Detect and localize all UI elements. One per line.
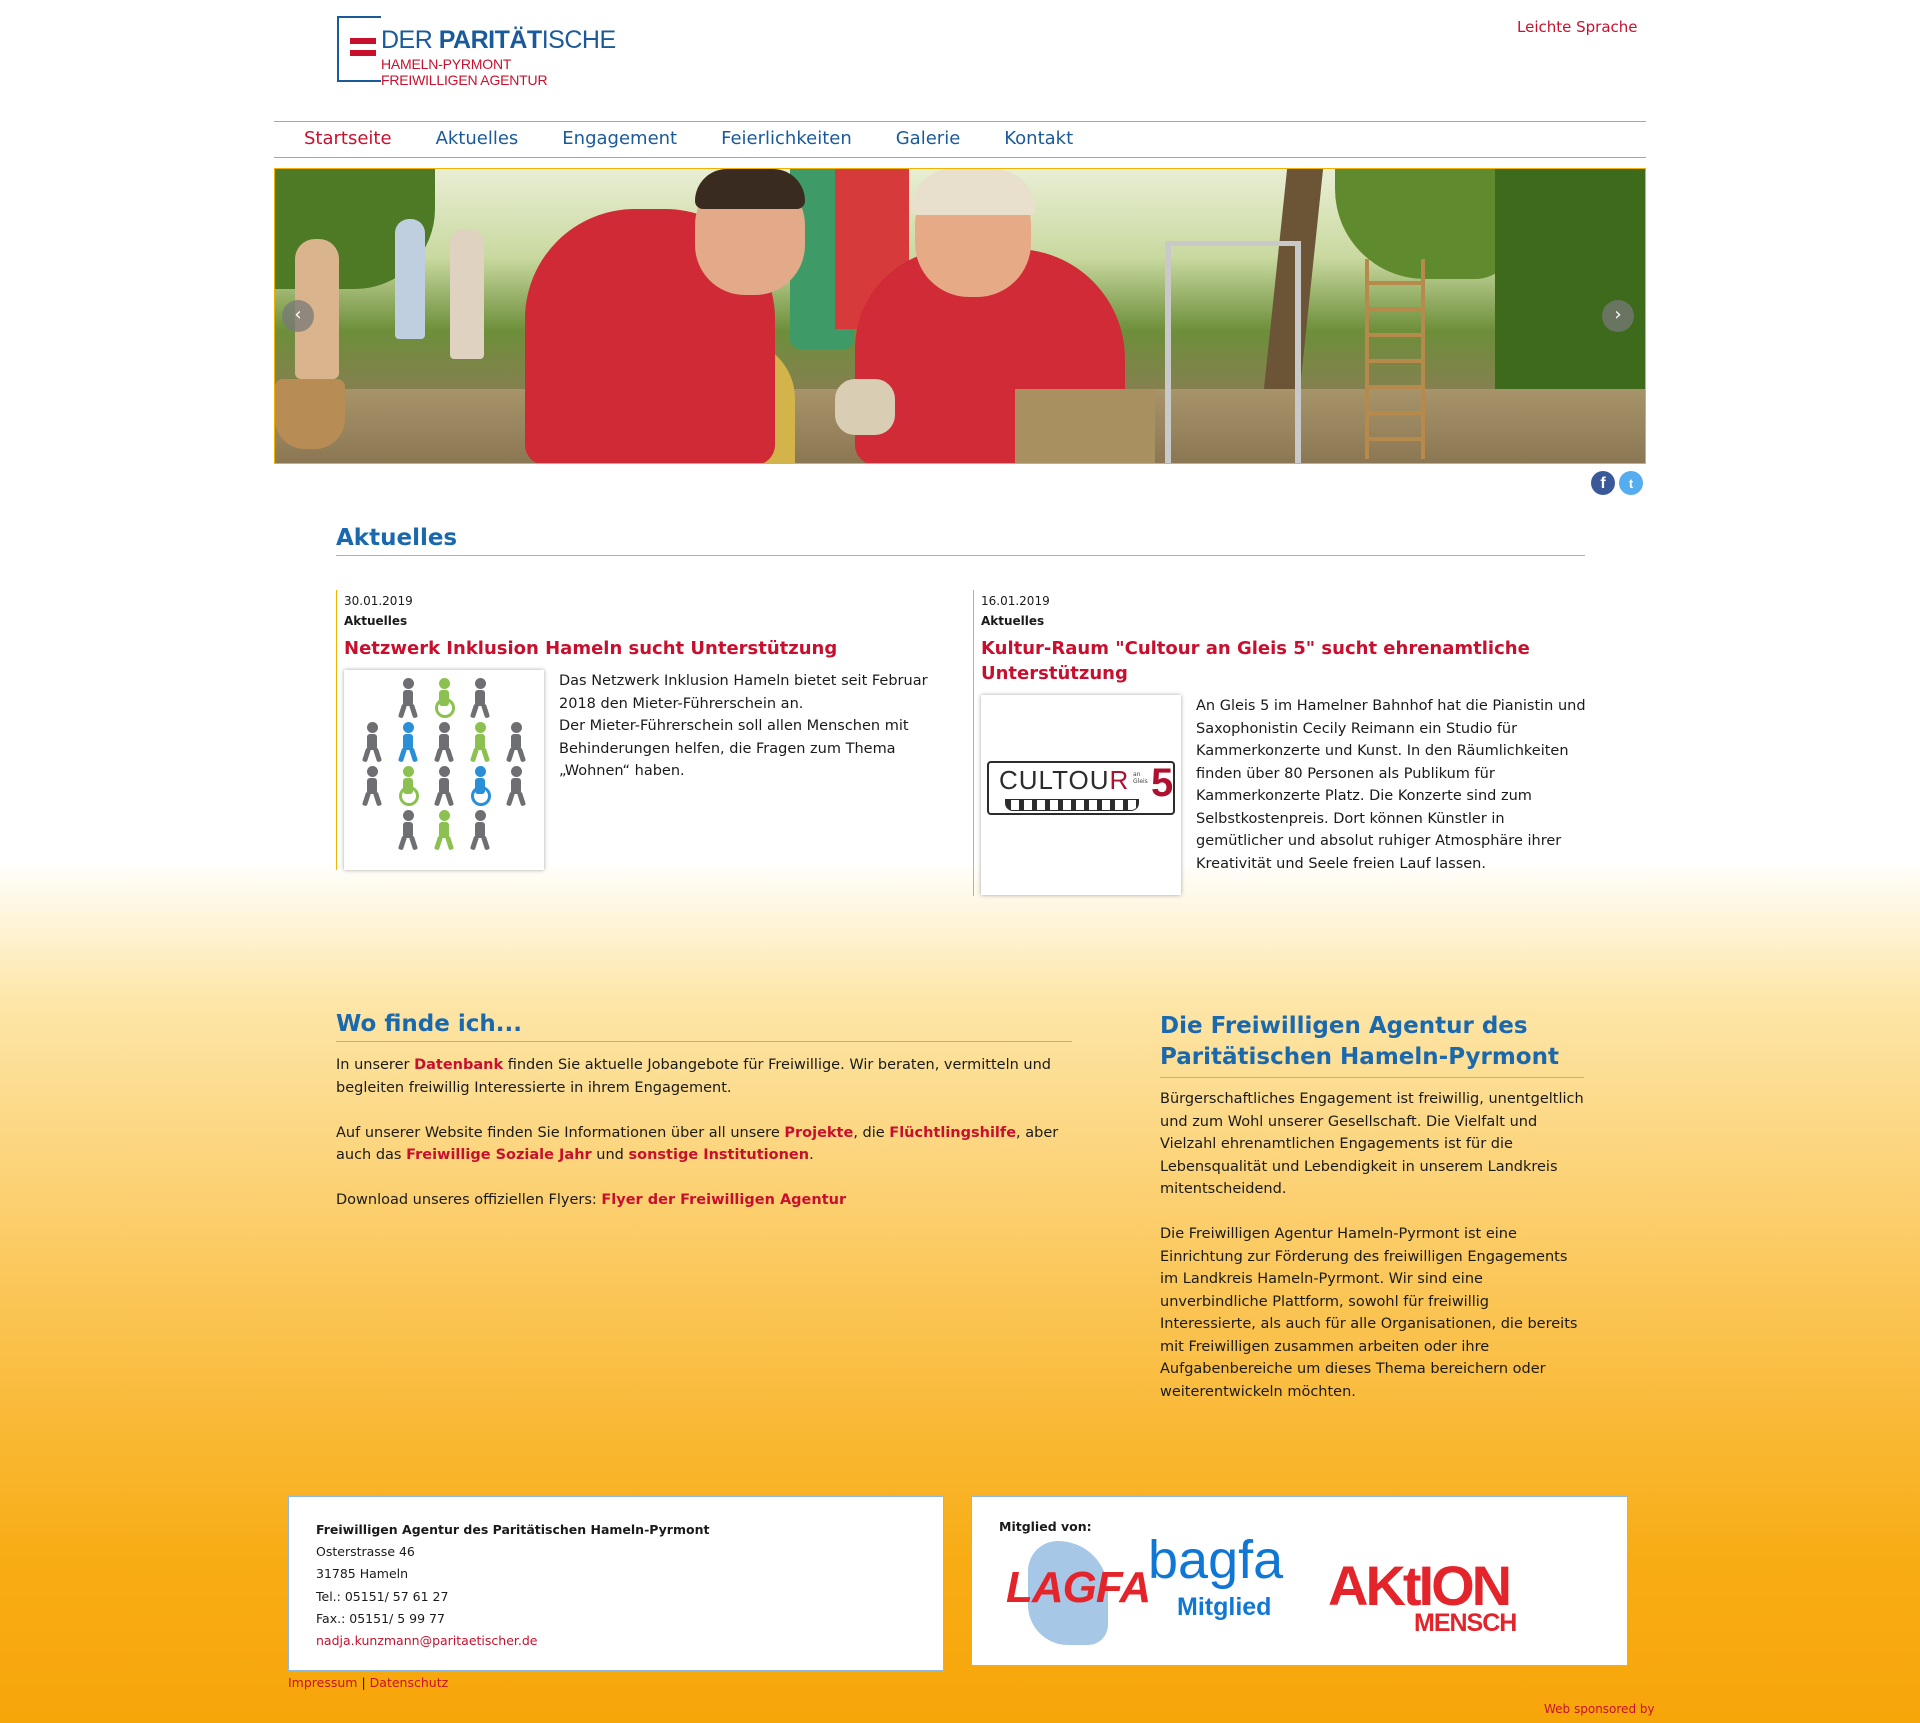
logo-subtitle-region: HAMELN-PYRMONT [381, 56, 512, 72]
logo-frame [337, 16, 381, 82]
walking-person-icon [462, 720, 498, 764]
hero-tree [1335, 169, 1515, 279]
where-paragraph: In unserer Datenbank finden Sie aktuelle Jobangebote für Freiwillige. Wir beraten, vermitteln und begleiten freiwillig Interessierte in ihrem Engagement. [336, 1057, 1051, 1096]
walking-person-icon [426, 808, 462, 852]
news-item [973, 590, 1588, 896]
impressum-link[interactable]: Impressum [288, 1675, 358, 1690]
hero-fence [1165, 241, 1171, 464]
walking-person-icon [462, 676, 498, 720]
contact-phone: Tel.: 05151/ 57 61 27 [316, 1588, 449, 1604]
membership-box [971, 1496, 1628, 1666]
contact-box [288, 1496, 944, 1671]
nav-item-galerie[interactable]: Galerie [895, 128, 961, 149]
mensch-wordmark: MENSCH [1414, 1609, 1517, 1637]
nav-item-aktuelles[interactable]: Aktuelles [435, 128, 519, 149]
hero-fence [1165, 241, 1301, 246]
news-teaser: An Gleis 5 im Hamelner Bahnhof hat die Pianistin und Saxophonistin Cecily Reimann ein Studio für Kammerkonzerte und Kunst. In den Räumlichkeiten finden über 80 Personen als Publikum für Kammerkonzerte Platz. Die Konzerte sind zum Selbstkostenpreis. Dort können Künstler in gemütlicher und absolut ruhiger Atmosphäre ihrer Kreativität und Seele freien Lauf lassen. [1196, 698, 1586, 872]
where-paragraph: Download unseres offiziellen Flyers: Flyer der Freiwilligen Agentur [336, 1192, 847, 1208]
fsj-link[interactable]: Freiwillige Soziale Jahr [406, 1147, 592, 1163]
contact-org-name: Freiwilligen Agentur des Paritätischen Hameln-Pyrmont [316, 1522, 710, 1537]
pictogram-grid [354, 676, 534, 866]
contact-fax: Fax.: 05151/ 5 99 77 [316, 1610, 445, 1626]
link-separator: | [361, 1675, 366, 1690]
privacy-link[interactable]: Datenschutz [369, 1675, 449, 1690]
news-category: Aktuelles [344, 614, 408, 628]
hero-volunteer-hair [695, 169, 805, 209]
hero-tree-trunk [1263, 169, 1323, 399]
about-paragraph: Die Freiwilligen Agentur Hameln-Pyrmont ist eine Einrichtung zur Förderung des freiwilligen Engagements im Landkreis Hameln-Pyrmont. Wir sind eine unverbindliche Plattform, sowohl für freiwillig Interessierte, als auch für alle Organisationen, die bereits mit Freiwilligen zusammen arbeiten oder ihre Aufgabenbereiche um dieses Thema bereichern oder weiterentwickeln möchten. [1160, 1226, 1578, 1400]
news-headline-link[interactable]: Netzwerk Inklusion Hameln sucht Unterstützung [344, 638, 838, 659]
other-institutions-link[interactable]: sonstige Institutionen [628, 1147, 810, 1163]
cultour-wordmark: CULTOUR [999, 765, 1130, 795]
where-section-title: Wo finde ich... [336, 1011, 1072, 1042]
nav-item-startseite[interactable]: Startseite [304, 128, 392, 149]
cultour-logo-image[interactable] [981, 695, 1181, 895]
cultour-subtitle: an Gleis [1133, 771, 1148, 785]
nav-item-engagement[interactable]: Engagement [562, 128, 678, 149]
logo-stripe-bottom [350, 50, 376, 56]
legal-links [288, 1675, 448, 1690]
walking-person-icon [354, 764, 390, 808]
hero-fence [1295, 241, 1301, 464]
about-paragraph: Bürgerschaftliches Engagement ist freiwillig, unentgeltlich und zum Wohl unserer Gesellschaft. Die Vielfalt und Vielzahl ehrenamtlichen Engagements ist für die Lebensqualität und Lebendigkeit in unserem Landkreis mitentscheidend. [1160, 1091, 1584, 1197]
wheelchair-icon [426, 676, 462, 720]
easy-language-link[interactable]: Leichte Sprache [1517, 18, 1638, 36]
walking-person-icon [426, 720, 462, 764]
about-section-title: Die Freiwilligen Agentur des Paritätischen Hameln-Pyrmont [1160, 1011, 1584, 1078]
walking-person-icon [498, 720, 534, 764]
main-nav [274, 121, 1646, 158]
contact-street: Osterstrasse 46 [316, 1544, 415, 1559]
facebook-icon[interactable]: f [1591, 471, 1615, 495]
news-headline-link[interactable]: Kultur-Raum "Cultour an Gleis 5" sucht ehrenamtliche Unterstützung [981, 638, 1530, 684]
walking-person-icon [354, 720, 390, 764]
logo-title: DER PARITÄTISCHE [381, 26, 616, 54]
walking-person-icon [390, 676, 426, 720]
wheelchair-icon [390, 764, 426, 808]
about-section-body [1160, 1088, 1588, 1426]
contact-city: 31785 Hameln [316, 1566, 409, 1582]
hero-volunteer-shorts [1015, 389, 1155, 464]
flyer-download-link[interactable]: Flyer der Freiwilligen Agentur [601, 1192, 847, 1208]
sponsor-link[interactable]: Web sponsored by [1544, 1702, 1655, 1716]
cultour-logo [987, 761, 1175, 815]
news-date: 30.01.2019 [344, 594, 413, 608]
bagfa-wordmark: bagfa [1148, 1530, 1284, 1590]
hero-rope-ladder [1365, 259, 1425, 459]
where-section-body [336, 1054, 1076, 1234]
news-category: Aktuelles [981, 614, 1045, 628]
hero-slider-image [274, 168, 1646, 464]
hero-basket [275, 379, 345, 449]
nav-item-feierlichkeiten[interactable]: Feierlichkeiten [721, 128, 852, 149]
refugee-help-link[interactable]: Flüchtlingshilfe [889, 1124, 1017, 1141]
news-item [336, 590, 936, 870]
cultour-number: 5 [1151, 761, 1174, 805]
chevron-right-icon[interactable]: › [1602, 300, 1634, 332]
logo-stripe-top [350, 38, 376, 44]
projects-link[interactable]: Projekte [784, 1124, 854, 1141]
walking-person-icon [462, 808, 498, 852]
contact-email-link[interactable]: nadja.kunzmann@paritaetischer.de [316, 1633, 538, 1649]
twitter-icon[interactable]: t [1619, 471, 1643, 495]
logo[interactable] [337, 16, 616, 88]
news-section-title: Aktuelles [336, 525, 1585, 556]
walking-person-icon [426, 764, 462, 808]
database-link[interactable]: Datenbank [414, 1057, 504, 1073]
wheelchair-icon [462, 764, 498, 808]
walking-person-icon [498, 764, 534, 808]
inclusion-pictogram-image[interactable] [344, 670, 544, 870]
nav-item-kontakt[interactable]: Kontakt [1004, 128, 1074, 149]
walking-person-icon [390, 808, 426, 852]
chevron-left-icon[interactable]: ‹ [282, 300, 314, 332]
hero-volunteer-cap [911, 169, 1035, 215]
aktion-wordmark: AKtION [1328, 1554, 1510, 1617]
walking-person-icon [390, 720, 426, 764]
news-date: 16.01.2019 [981, 594, 1050, 608]
piano-keys-icon [1005, 799, 1139, 811]
logo-subtitle-agency: FREIWILLIGEN AGENTUR [381, 72, 548, 88]
where-paragraph: Auf unserer Website finden Sie Informationen über all unsere Projekte, die Flüchtlingshilfe, aber auch das Freiwillige Soziale Jahr und sonstige Institutionen. [336, 1124, 1059, 1163]
hero-volunteer-glove [835, 379, 895, 435]
news-teaser: Das Netzwerk Inklusion Hameln bietet seit Februar 2018 den Mieter-Führerschein an. Der Mieter-Führerschein soll allen Menschen mit Behinderungen helfen, die Fragen zum Thema „Wohnen“ haben. [559, 673, 928, 779]
hero-person [395, 219, 425, 339]
lagfa-wordmark: LAGFA [1006, 1563, 1151, 1612]
hero-person [450, 229, 484, 359]
bagfa-member-label: Mitglied [1177, 1593, 1272, 1621]
member-label: Mitglied von: [999, 1519, 1092, 1534]
